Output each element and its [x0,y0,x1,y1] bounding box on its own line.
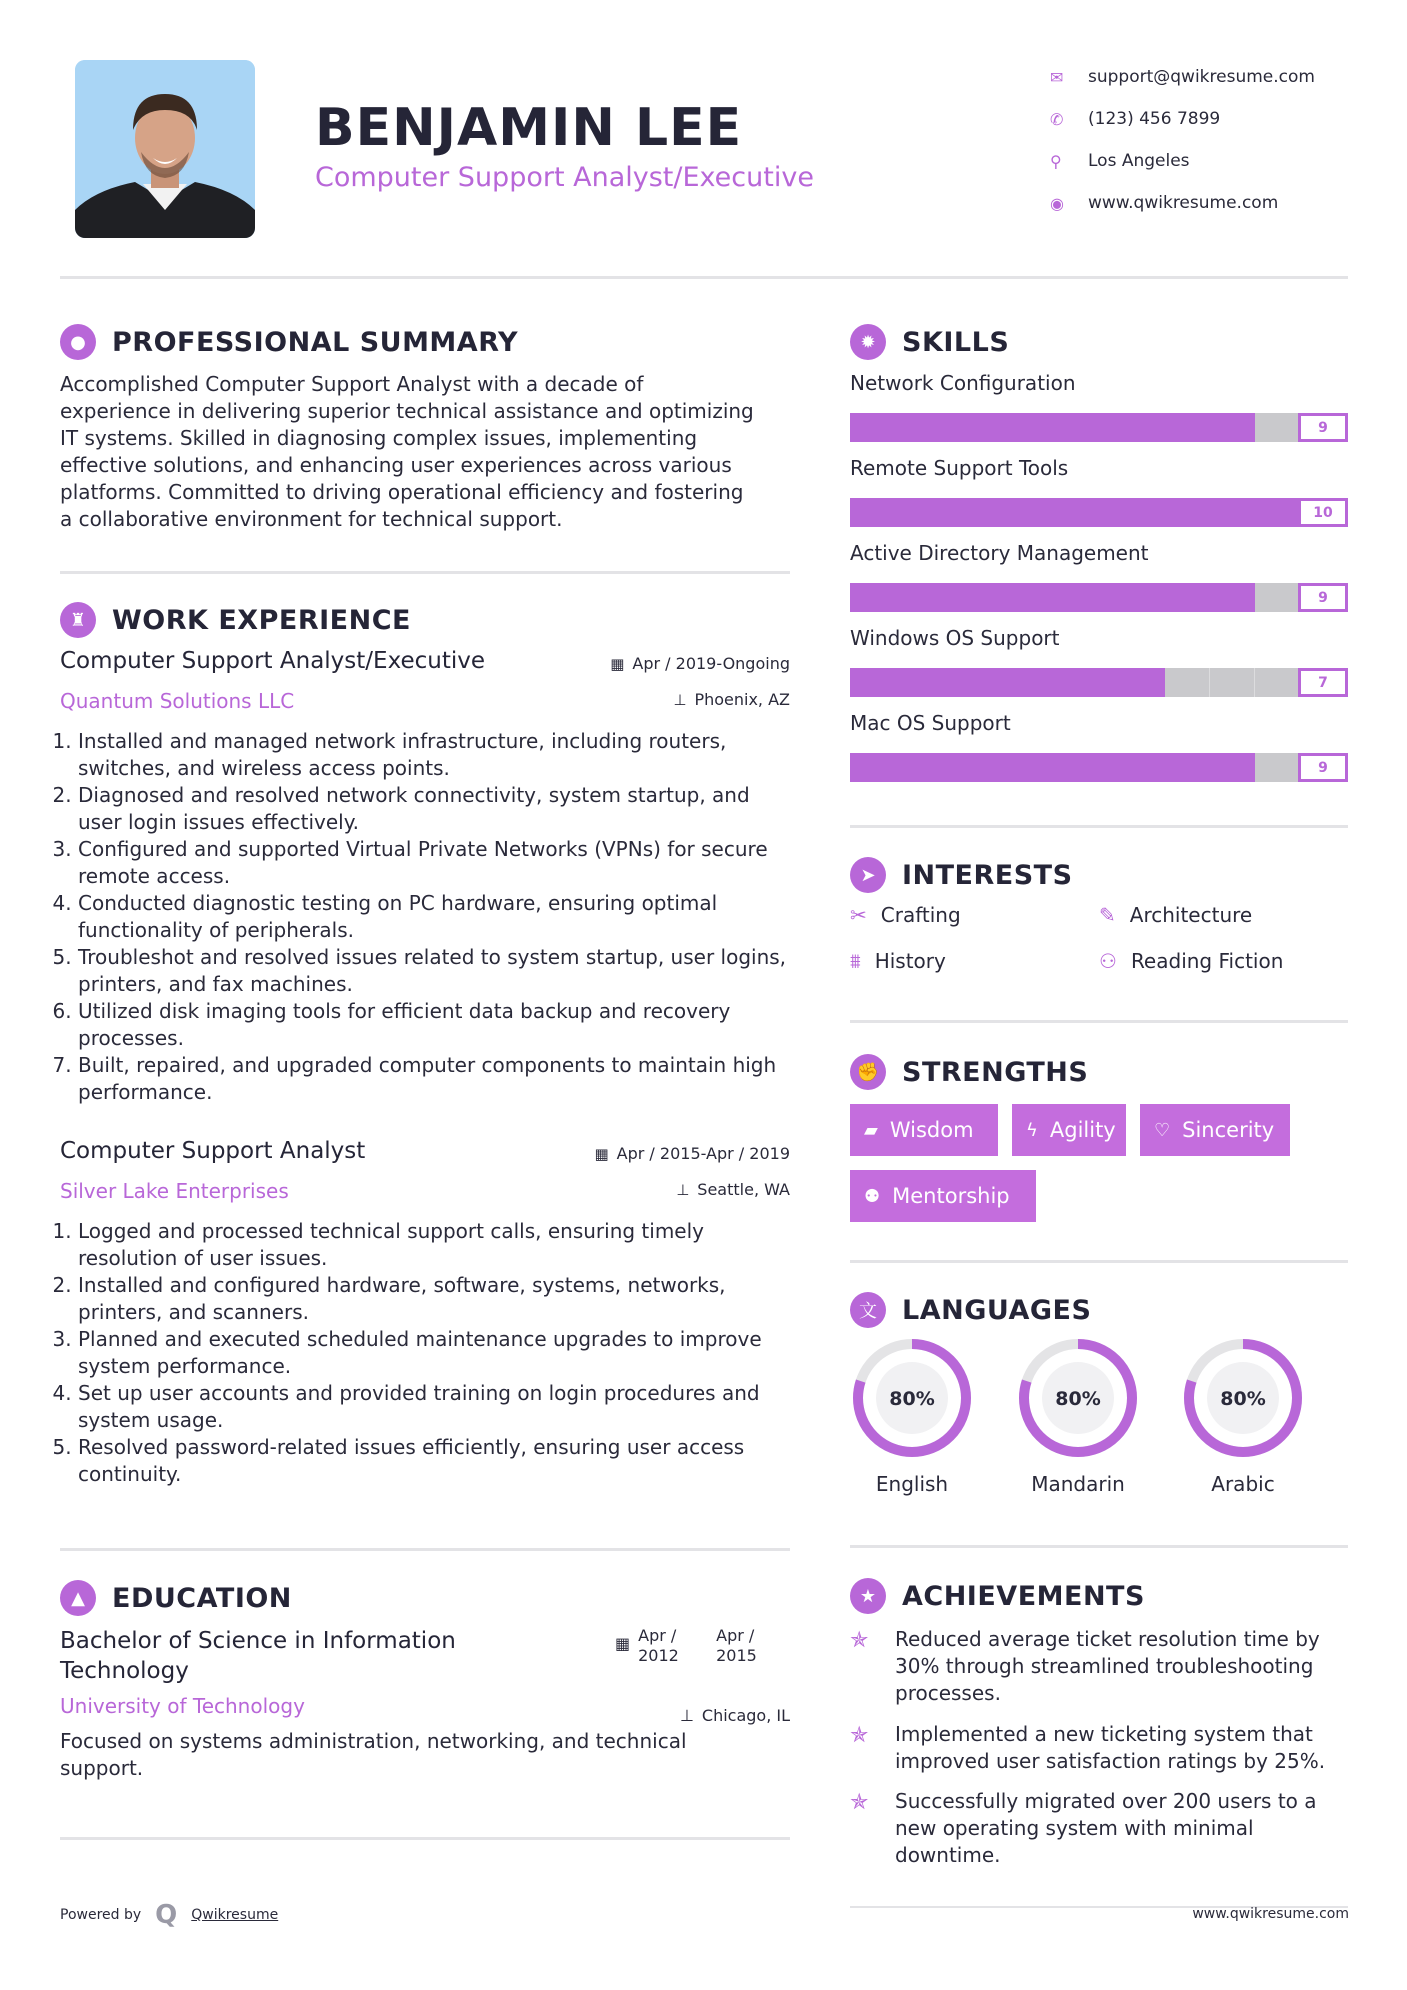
achievement-line: Implemented a new ticketing system that [895,1722,1313,1746]
degree-line: Bachelor of Science in Information [60,1628,456,1654]
language-percent: 80% [889,1388,935,1410]
contact-location [1050,140,1315,182]
languages-heading [850,1292,1091,1328]
job-company: Quantum Solutions LLC [60,689,295,713]
list-item: 2. Installed and configured hardware, software, systems, networks, printers, and scanners. [78,1272,790,1326]
skill-name: Mac OS Support [850,711,1011,735]
skill-bar-fill [850,583,1255,612]
achievement-line: Successfully migrated over 200 users to a [895,1789,1317,1813]
strength-tag [850,1170,1036,1222]
skill-item [850,711,1348,782]
education-title: EDUCATION [112,1582,292,1614]
footer-website[interactable]: www.qwikresume.com [1192,1906,1349,1922]
skills-title: SKILLS [902,326,1010,358]
interest-label: Architecture [1129,903,1253,927]
skill-name: Remote Support Tools [850,456,1069,480]
user-plus-icon: ⚉ [864,1185,881,1207]
language-item [1016,1336,1140,1496]
skill-bar [850,413,1348,442]
skill-item [850,456,1348,527]
achievement-line: new operating system with minimal [895,1816,1254,1840]
star-icon: ✯ [850,1628,869,1653]
achievement-line: downtime. [895,1843,1001,1867]
interest-item [1099,903,1252,927]
skills-heading [850,324,1009,360]
skill-bar-fill [850,413,1255,442]
scissors-icon: ✂ [850,903,867,927]
summary-line: Accomplished Computer Support Analyst with a decade of [60,372,644,396]
achievement-line: processes. [895,1681,1001,1705]
language-percent: 80% [1055,1388,1101,1410]
interest-label: Crafting [880,903,961,927]
fist-icon: ✊ [850,1054,886,1090]
candidate-name: BENJAMIN LEE [315,98,743,158]
location-pin-icon: ⚲ [1050,151,1062,171]
strengths-title: STRENGTHS [902,1056,1089,1088]
job-duties [60,1218,790,1488]
achievements-title: ACHIEVEMENTS [902,1580,1145,1612]
language-ring [1016,1336,1140,1460]
contact-email[interactable] [1050,56,1315,98]
achievement-item [850,1788,1350,1869]
job-location [676,1180,790,1199]
achievement-item [850,1626,1350,1707]
list-item: 2. Diagnosed and resolved network connectivity, system startup, and user login issues effectively. [78,782,790,836]
qwikresume-logo-icon: Q [155,1900,178,1930]
paper-plane-icon: ➤ [850,857,886,893]
phone-icon: ✆ [1050,109,1064,129]
education-desc [60,1728,790,1782]
brand-link[interactable]: Qwikresume [191,1907,279,1923]
pushpin-icon: ⊥ [679,1706,694,1725]
summary-heading [60,324,518,360]
job-title: Computer Support Analyst [60,1138,366,1164]
star-badge-icon: ★ [850,1578,886,1614]
powered-by-text: Powered by [60,1907,142,1923]
education-divider [60,1837,790,1840]
education-location [680,1706,790,1725]
education-location-text: Chicago, IL [701,1706,790,1725]
interests-heading [850,857,1073,893]
list-item: 5. Troubleshot and resolved issues related to system startup, user logins, printers, and fax machines. [78,944,790,998]
skill-bar-fill [850,753,1255,782]
skill-level-badge: 9 [1298,753,1348,782]
language-icon: 文 [850,1292,886,1328]
achievement-line: improved user satisfaction ratings by 25%. [895,1749,1326,1773]
calendar-icon: ▦ [594,1144,609,1163]
skill-item [850,626,1348,697]
contact-phone-text: (123) 456 7899 [1088,109,1221,129]
achievement-line: 30% through streamlined troubleshooting [895,1654,1314,1678]
edu-date-start: Apr / [638,1626,677,1645]
list-item: 3. Configured and supported Virtual Private Networks (VPNs) for secure remote access. [78,836,790,890]
job-title: Computer Support Analyst/Executive [60,648,486,674]
strengths-divider [850,1260,1348,1263]
job-date-text: Apr / 2015-Apr / 2019 [616,1144,790,1163]
job-date [610,654,790,673]
pushpin-icon: ⊥ [673,690,687,709]
candidate-title: Computer Support Analyst/Executive [315,162,814,193]
interest-label: History [874,949,946,973]
list-item: 6. Utilized disk imaging tools for efficient data backup and recovery processes. [78,998,790,1052]
calendar-icon: ▦ [610,654,625,673]
skill-bar [850,498,1348,527]
bolt-icon: ϟ [1026,1119,1038,1141]
job-location-text: Phoenix, AZ [694,690,790,709]
language-name: English [875,1472,949,1496]
skill-bar [850,668,1348,697]
contact-website-text: www.qwikresume.com [1088,193,1279,213]
school-name: University of Technology [60,1694,305,1718]
skill-bar [850,753,1348,782]
edu-date-start-year: 2012 [638,1646,679,1665]
list-item: 4. Set up user accounts and provided training on login procedures and system usage. [78,1380,790,1434]
achievement-item [850,1721,1350,1775]
summary-divider [60,571,790,574]
summary-line: effective solutions, and enhancing user experiences across various [60,453,732,477]
summary-line: experience in delivering superior technical assistance and optimizing [60,399,754,423]
strength-label: Sincerity [1182,1118,1275,1142]
calendar-icon: ▦ [615,1634,631,1653]
education-entry [60,1626,790,1782]
globe-icon: ◉ [1050,193,1064,213]
strength-tag [850,1104,998,1156]
language-name: Mandarin [1031,1472,1125,1496]
work-heading [60,602,411,638]
education-desc-line: Focused on systems administration, networking, and technical [60,1729,687,1753]
header-divider [60,276,1348,279]
strength-tag [1140,1104,1290,1156]
job-entry [60,648,790,1106]
edu-date-end-year: 2015 [716,1646,757,1665]
interests-divider [850,1020,1348,1023]
graduate-icon: ▲ [60,1580,96,1616]
job-company: Silver Lake Enterprises [60,1179,289,1203]
work-divider [60,1548,790,1551]
job-duties [60,728,790,1106]
edu-date-end: Apr / [716,1626,755,1645]
list-item: 5. Resolved password-related issues efficiently, ensuring user access continuity. [78,1434,790,1488]
strength-label: Wisdom [889,1118,974,1142]
skills-divider [850,825,1348,828]
language-item [1181,1336,1305,1496]
job-entry [60,1138,790,1488]
skill-level-badge: 9 [1298,413,1348,442]
ruler-pencil-icon: ✎ [1099,903,1116,927]
contact-location-text: Los Angeles [1088,151,1190,171]
strengths-heading [850,1054,1088,1090]
skill-name: Network Configuration [850,371,1076,395]
user-icon: ● [60,324,96,360]
pushpin-icon: ⊥ [676,1180,690,1199]
summary-line: platforms. Committed to driving operational efficiency and fostering [60,480,744,504]
envelope-icon: ✉ [1050,67,1064,87]
skill-name: Windows OS Support [850,626,1060,650]
museum-icon: ⩩ [850,949,861,973]
education-date [615,1626,757,1666]
skill-bar [850,583,1348,612]
list-item: 1. Installed and managed network infrastructure, including routers, switches, and wireless access points. [78,728,790,782]
achievements-heading [850,1578,1145,1614]
skill-bar-fill [850,668,1165,697]
degree-line: Technology [60,1658,189,1684]
interest-item [850,949,946,973]
job-date-text: Apr / 2019-Ongoing [632,654,790,673]
gamepad-icon: ⚇ [1099,949,1117,973]
star-icon: ✯ [850,1723,869,1748]
heart-icon: ♡ [1154,1119,1171,1141]
list-item: 1. Logged and processed technical support calls, ensuring timely resolution of user issues. [78,1218,790,1272]
strength-tag [1012,1104,1126,1156]
interest-item [850,903,961,927]
skill-level-badge: 9 [1298,583,1348,612]
contact-list [1050,56,1315,224]
list-item: 3. Planned and executed scheduled maintenance upgrades to improve system performance. [78,1326,790,1380]
contact-email-text: support@qwikresume.com [1088,67,1315,87]
interest-label: Reading Fiction [1130,949,1284,973]
summary-title: PROFESSIONAL SUMMARY [112,326,519,358]
education-heading [60,1580,292,1616]
skill-level-badge: 7 [1298,668,1348,697]
list-item: 4. Conducted diagnostic testing on PC hardware, ensuring optimal functionality of peripherals. [78,890,790,944]
strength-label: Mentorship [892,1184,1010,1208]
skill-item [850,541,1348,612]
languages-divider [850,1545,1348,1548]
skill-level-badge: 10 [1298,498,1348,527]
star-icon: ✯ [850,1790,869,1815]
summary-line: a collaborative environment for technical support. [60,507,563,531]
chair-icon: ♜ [60,602,96,638]
interest-item [1099,949,1283,973]
job-location [673,690,790,709]
profile-photo [75,60,255,238]
languages-title: LANGUAGES [902,1294,1092,1326]
summary-text [60,371,800,533]
skill-bar-fill [850,498,1300,527]
language-percent: 80% [1220,1388,1266,1410]
education-desc-line: support. [60,1756,144,1780]
job-location-text: Seattle, WA [697,1180,790,1199]
achievement-line: Reduced average ticket resolution time by [895,1627,1320,1651]
language-name: Arabic [1211,1472,1275,1496]
skill-item [850,371,1348,442]
strength-label: Agility [1049,1118,1116,1142]
interests-title: INTERESTS [902,859,1073,891]
lightbulb-icon: ✹ [850,324,886,360]
contact-phone[interactable] [1050,98,1315,140]
language-ring [850,1336,974,1460]
contact-website[interactable] [1050,182,1315,224]
footer-powered [60,1900,278,1930]
skill-name: Active Directory Management [850,541,1149,565]
language-item [850,1336,974,1496]
job-date [594,1144,790,1163]
summary-line: IT systems. Skilled in diagnosing complex issues, implementing [60,426,698,450]
work-title: WORK EXPERIENCE [112,604,411,636]
book-icon: ▰ [864,1119,878,1141]
language-ring [1181,1336,1305,1460]
list-item: 7. Built, repaired, and upgraded computer components to maintain high performance. [78,1052,790,1106]
